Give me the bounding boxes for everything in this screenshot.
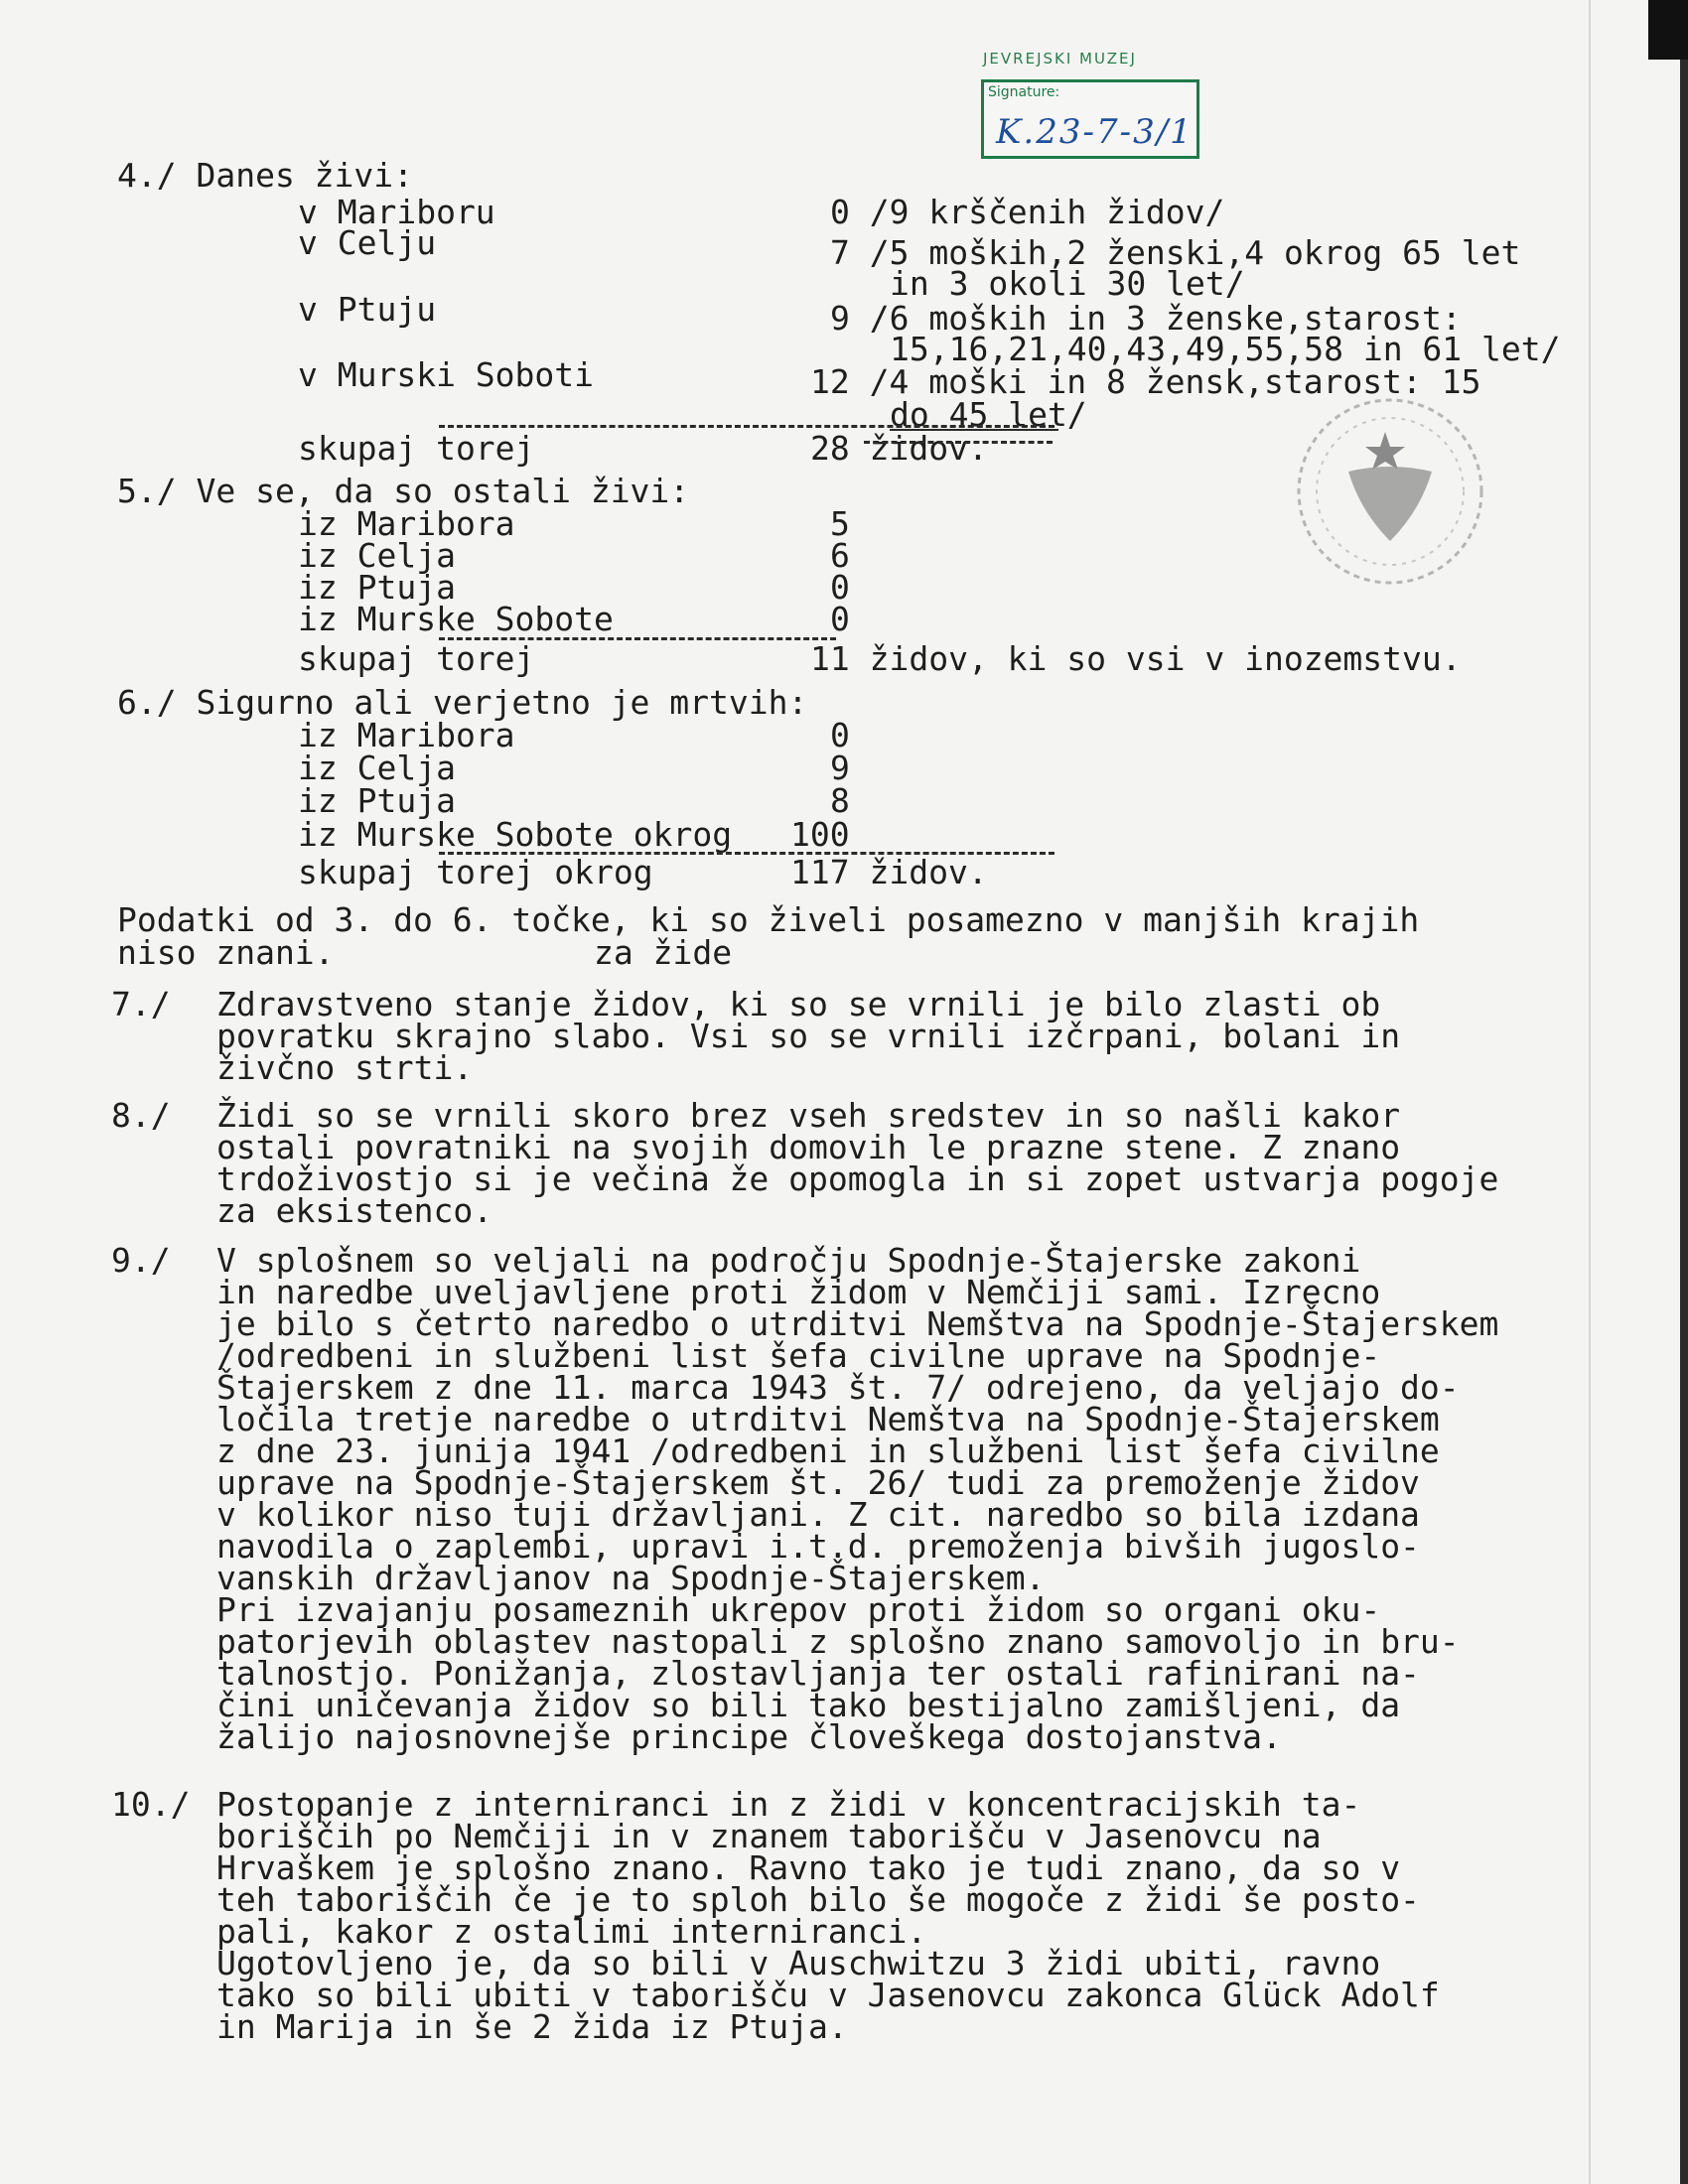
signature-stamp [981,79,1199,159]
section-7-text: Zdravstveno stanje židov, ki so se vrnili je bilo zlasti ob [216,985,1381,1024]
section-10-text: tako so bili ubiti v taborišču v Jasenovcu zakonca Glück Adolf [216,1976,1440,2014]
section-6-value: 0 [830,716,850,754]
section-10-text: Ugotovljeno je, da so bili v Auschwitzu 3 židi ubiti, ravno [216,1944,1381,1982]
museum-stamp-text: JEVREJSKI MUZEJ [983,50,1137,68]
section-9-text: ločila tretje naredbe o utrditvi Nemštva na Spodnje-Štajerskem [216,1400,1440,1438]
section-4-label: v Mariboru [298,193,495,231]
section-4-value: 12 /4 moški in 8 žensk,starost: 15 [810,362,1481,401]
section-5-label: iz Ptuja [298,568,456,607]
section-8-text: Židi so se vrnili skoro brez vseh sredstev in so našli kakor [216,1096,1401,1135]
section-9-text: uprave na Spodnje-Štajerskem št. 26/ tudi za premoženje židov [216,1463,1420,1502]
section-6-value: 9 [830,749,850,787]
section-9-text: talnostjo. Ponižanja, zlostavljanja ter ostali rafinirani na- [216,1654,1420,1693]
section-9-text: z dne 23. junija 1941 /odredbeni in službeni list šefa civilne [216,1432,1440,1470]
sum-line [439,425,1055,428]
section-10-text: teh taboriščih če je to sploh bilo še mogoče z židi še posto- [216,1880,1420,1919]
section-4-value: 7 /5 moških,2 ženski,4 okrog 65 let [830,233,1521,272]
section-5-value: 0 [830,600,850,638]
section-9-text: v kolikor niso tuji državljani. Z cit. naredbo so bila izdana [216,1495,1420,1534]
section-9-text: Štajerskem z dne 11. marca 1943 št. 7/ odrejeno, da veljajo do- [216,1368,1460,1407]
section-4-value: do 45 let/ [890,395,1087,434]
section-5-label: iz Murske Sobote [298,600,614,638]
section-9-text: čini uničevanja židov so bili tako bestijalno zamišljeni, da [216,1686,1401,1724]
signature-value: K.23-7-3/1 [996,112,1194,152]
section-9-number: 9./ [111,1241,171,1280]
section-10-number: 10./ [111,1785,191,1824]
section-9-text: /odredbeni in službeni list šefa civilne uprave na Spodnje- [216,1336,1381,1375]
section-10-text: pali, kakor z ostalimi interniranci. [216,1912,927,1951]
section-6-total-label: skupaj torej okrog [298,853,653,891]
section-4-total-value: 28 židov. [810,429,988,468]
section-4-value: 0 /9 krščenih židov/ [830,193,1225,231]
section-4-label: v Murski Soboti [298,355,595,394]
section-6-heading: 6./ Sigurno ali verjetno je mrtvih: [117,683,808,722]
section-10-text: in Marija in še 2 žida iz Ptuja. [216,2007,848,2046]
section-5-label: iz Maribora [298,504,515,543]
section-6-label: iz Murske Sobote okrog [298,815,733,854]
section-10-text: Postopanje z interniranci in z židi v koncentracijskih ta- [216,1785,1361,1824]
section-4-label: v Celju [298,223,437,262]
section-4-value: in 3 okoli 30 let/ [890,264,1245,303]
note-text: Podatki od 3. do 6. točke, ki so živeli posamezno v manjših krajih [117,900,1420,939]
section-6-label: iz Celja [298,749,456,787]
section-4-heading: 4./ Danes živi: [117,156,414,195]
section-8-text: trdoživostjo si je večina že opomogla in si zopet ustvarja pogoje [216,1160,1499,1198]
section-9-text: V splošnem so veljali na področju Spodnje-Štajerske zakoni [216,1241,1361,1280]
section-9-text: vanskih državljanov na Spodnje-Štajerskem. [216,1559,1046,1597]
page-edge [1680,0,1688,2184]
section-7-number: 7./ [111,985,171,1024]
section-5-heading: 5./ Ve se, da so ostali živi: [117,472,690,510]
section-9-text: Pri izvajanju posameznih ukrepov proti židom so organi oku- [216,1590,1381,1629]
section-4-value: 9 /6 moških in 3 ženske,starost: [830,299,1462,338]
section-6-value: 100 [790,815,850,854]
section-5-value: 0 [830,568,850,607]
section-9-text: je bilo s četrto naredbo o utrditvi Nemštva na Spodnje-Štajerskem [216,1304,1499,1343]
section-6-value: 8 [830,781,850,820]
section-10-text: boriščih po Nemčiji in v znanem taborišču v Jasenovcu na [216,1817,1322,1855]
section-7-text: živčno strti. [216,1048,474,1087]
section-6-label: iz Maribora [298,716,515,754]
section-4-total-label: skupaj torej [298,429,535,468]
section-8-text: ostali povratniki na svojih domovih le prazne stene. Z znano [216,1128,1401,1166]
section-6-total-value: 117 židov. [790,853,988,891]
section-9-text: in naredbe uveljavljene proti židom v Nemčiji sami. Izrecno [216,1273,1381,1311]
section-9-text: patorjevih oblastev nastopali z splošno znano samovoljo in bru- [216,1622,1460,1661]
section-9-text: navodila o zaplembi, upravi i.t.d. premoženja bivših jugoslo- [216,1527,1420,1566]
page-fold-shadow [1589,0,1591,2184]
section-9-text: žalijo najosnovnejše principe človeškega dostojanstva. [216,1717,1282,1756]
section-10-text: Hrvaškem je splošno znano. Ravno tako je tudi znano, da so v [216,1848,1401,1887]
section-5-total-label: skupaj torej [298,639,535,678]
total-underline [864,441,1053,444]
page-corner [1648,0,1688,60]
section-5-value: 6 [830,536,850,575]
signature-label: Signature: [988,84,1060,100]
section-6-label: iz Ptuja [298,781,456,820]
round-seal-icon [1291,392,1489,591]
note-text: niso znani. [117,933,335,972]
section-8-number: 8./ [111,1096,171,1135]
section-8-text: za eksistenco. [216,1191,493,1230]
section-4-value: 15,16,21,40,43,49,55,58 in 61 let/ [890,330,1561,368]
section-5-total-value: 11 židov, ki so vsi v inozemstvu. [810,639,1462,678]
section-7-text: povratku skrajno slabo. Vsi so se vrnili izčrpani, bolani in [216,1017,1401,1055]
section-5-label: iz Celja [298,536,456,575]
section-4-label: v Ptuju [298,290,437,329]
note-insert: za žide [594,933,733,972]
section-5-value: 5 [830,504,850,543]
